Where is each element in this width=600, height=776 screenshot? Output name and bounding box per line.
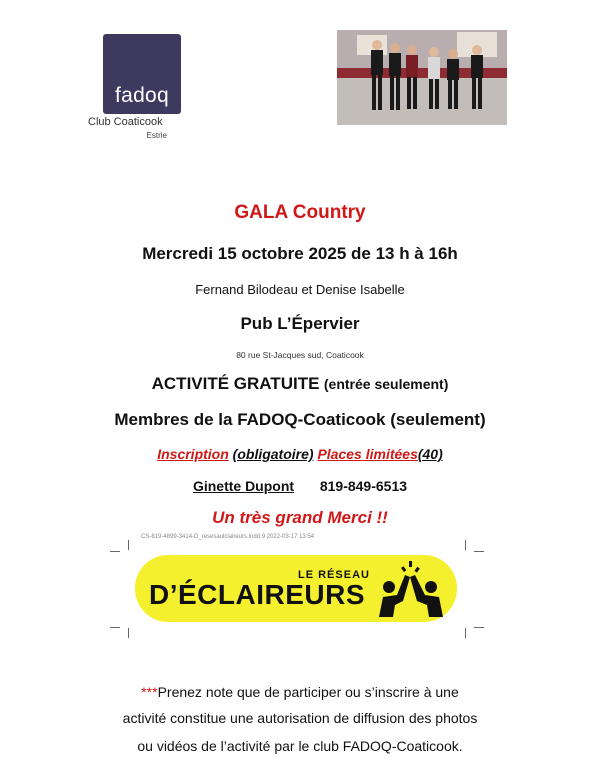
registration-mandatory: (obligatoire) (232, 446, 314, 462)
crop-mark (110, 627, 120, 628)
free-activity: ACTIVITÉ GRATUITE (151, 374, 320, 393)
event-venue: Pub L’Épervier (240, 314, 360, 333)
registration-inscription: Inscription (157, 446, 229, 462)
contact-phone: 819-849-6513 (319, 478, 408, 494)
thanks-message: Un très grand Merci !! (212, 508, 388, 527)
footer-asterisks: *** (141, 684, 158, 700)
crop-mark (128, 628, 129, 638)
crop-mark (465, 628, 466, 638)
event-artists: Fernand Bilodeau et Denise Isabelle (195, 282, 405, 297)
high-five-icon (371, 559, 451, 619)
event-address: 80 rue St-Jacques sud, Coaticook (236, 350, 364, 360)
crop-mark (128, 540, 129, 550)
footer-line-1 (0, 684, 600, 700)
footer-line-3: ou vidéos de l’activité par le club FADOQ-Coaticook. (137, 738, 463, 754)
event-title: GALA Country (234, 202, 366, 223)
footer-text-1: Prenez note que de participer ou s’inscrire à une (157, 684, 459, 700)
free-activity-note: (entrée seulement) (323, 376, 449, 392)
crop-mark (465, 540, 466, 550)
free-activity-line (0, 374, 600, 394)
banner-main-text: D’ÉCLAIREURS (149, 579, 366, 610)
print-slug: CS-819-4899-3414-D_resesaulclaireurs.indd 9 2022-03-17 13:54 (141, 534, 315, 540)
registration-count: (40) (417, 446, 443, 462)
club-name: Club Coaticook (88, 116, 163, 128)
event-date: Mercredi 15 octobre 2025 de 13 h à 16h (142, 244, 458, 263)
crop-mark (110, 551, 120, 552)
registration-line (0, 446, 600, 462)
contact-name: Ginette Dupont (192, 478, 295, 494)
dancers-photo (337, 30, 507, 125)
banner-top-text: LE RÉSEAU (298, 569, 370, 581)
fadoq-logo (103, 34, 181, 114)
footer-line-2: activité constitue une autorisation de diffusion des photos (122, 710, 478, 726)
contact-line (0, 478, 600, 494)
eclaireurs-banner (135, 555, 457, 622)
members-line: Membres de la FADOQ-Coaticook (seulement) (114, 410, 486, 429)
club-region: Estrie (146, 131, 167, 140)
logo-word: fadoq (114, 84, 170, 107)
crop-mark (474, 551, 484, 552)
registration-limited: Places limitées (317, 446, 418, 462)
crop-mark (474, 627, 484, 628)
